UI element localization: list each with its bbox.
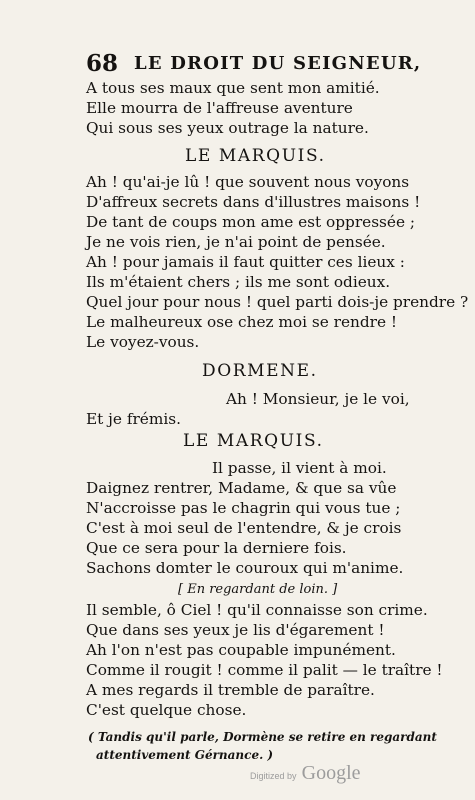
verse-line: C'est quelque chose. [86,701,247,719]
verse-line: Ah ! pour jamais il faut quitter ces lieux : [86,253,405,271]
verse-line: De tant de coups mon ame est oppressée ; [86,213,416,231]
verse-line: Sachons domter le couroux qui m'anime. [86,559,404,577]
verse-line: Elle mourra de l'affreuse aventure [86,99,353,117]
google-logo: Google [301,762,361,784]
page-header [86,50,426,76]
verse-line: Daignez rentrer, Madame, & que sa vûe [86,479,397,497]
verse-line: Il semble, ô Ciel ! qu'il connaisse son crime. [86,601,428,619]
verse-line: Il passe, il vient à moi. [212,459,387,477]
verse-line: Ah ! Monsieur, je le voi, [226,390,410,408]
verse-line: Et je frémis. [86,410,181,428]
verse-line: A tous ses maux que sent mon amitié. [86,79,380,97]
verse-line: Le voyez-vous. [86,333,200,351]
verse-line: Que ce sera pour la derniere fois. [86,539,347,557]
digitized-by-google-watermark [250,762,361,785]
speaker-name: DORMENE. [202,361,318,381]
verse-line: Ils m'étaient chers ; ils me sont odieux. [86,273,391,291]
verse-line: Je ne vois rien, je n'ai point de pensée. [86,233,386,251]
verse-line: N'accroisse pas le chagrin qui vous tue ; [86,499,401,517]
stage-direction: [ En regardant de loin. ] [178,582,338,597]
verse-line: Ah ! qu'ai-je lû ! que souvent nous voyons [86,173,410,191]
verse-line: C'est à moi seul de l'entendre, & je crois [86,519,402,537]
verse-line: Quel jour pour nous ! quel parti dois-je prendre ? [86,293,469,311]
stage-direction: ( Tandis qu'il parle, Dormène se retire en regardant [88,730,437,744]
verse-line: A mes regards il tremble de paraître. [86,681,375,699]
speaker-name: LE MARQUIS. [183,431,324,451]
speaker-name: LE MARQUIS. [185,146,326,166]
digitized-label: Digitized by [250,771,297,781]
verse-line: Comme il rougit ! comme il palit — le traître ! [86,661,443,679]
verse-line: Le malheureux ose chez moi se rendre ! [86,313,398,331]
verse-line: Que dans ses yeux je lis d'égarement ! [86,621,385,639]
page-number: 68 [86,50,119,77]
verse-line: Ah l'on n'est pas coupable impunément. [86,641,396,659]
stage-direction: attentivement Gérnance. ) [96,748,274,762]
verse-line: Qui sous ses yeux outrage la nature. [86,119,369,137]
running-title: LE DROIT DU SEIGNEUR, [134,53,422,74]
verse-line: D'affreux secrets dans d'illustres maisons ! [86,193,421,211]
